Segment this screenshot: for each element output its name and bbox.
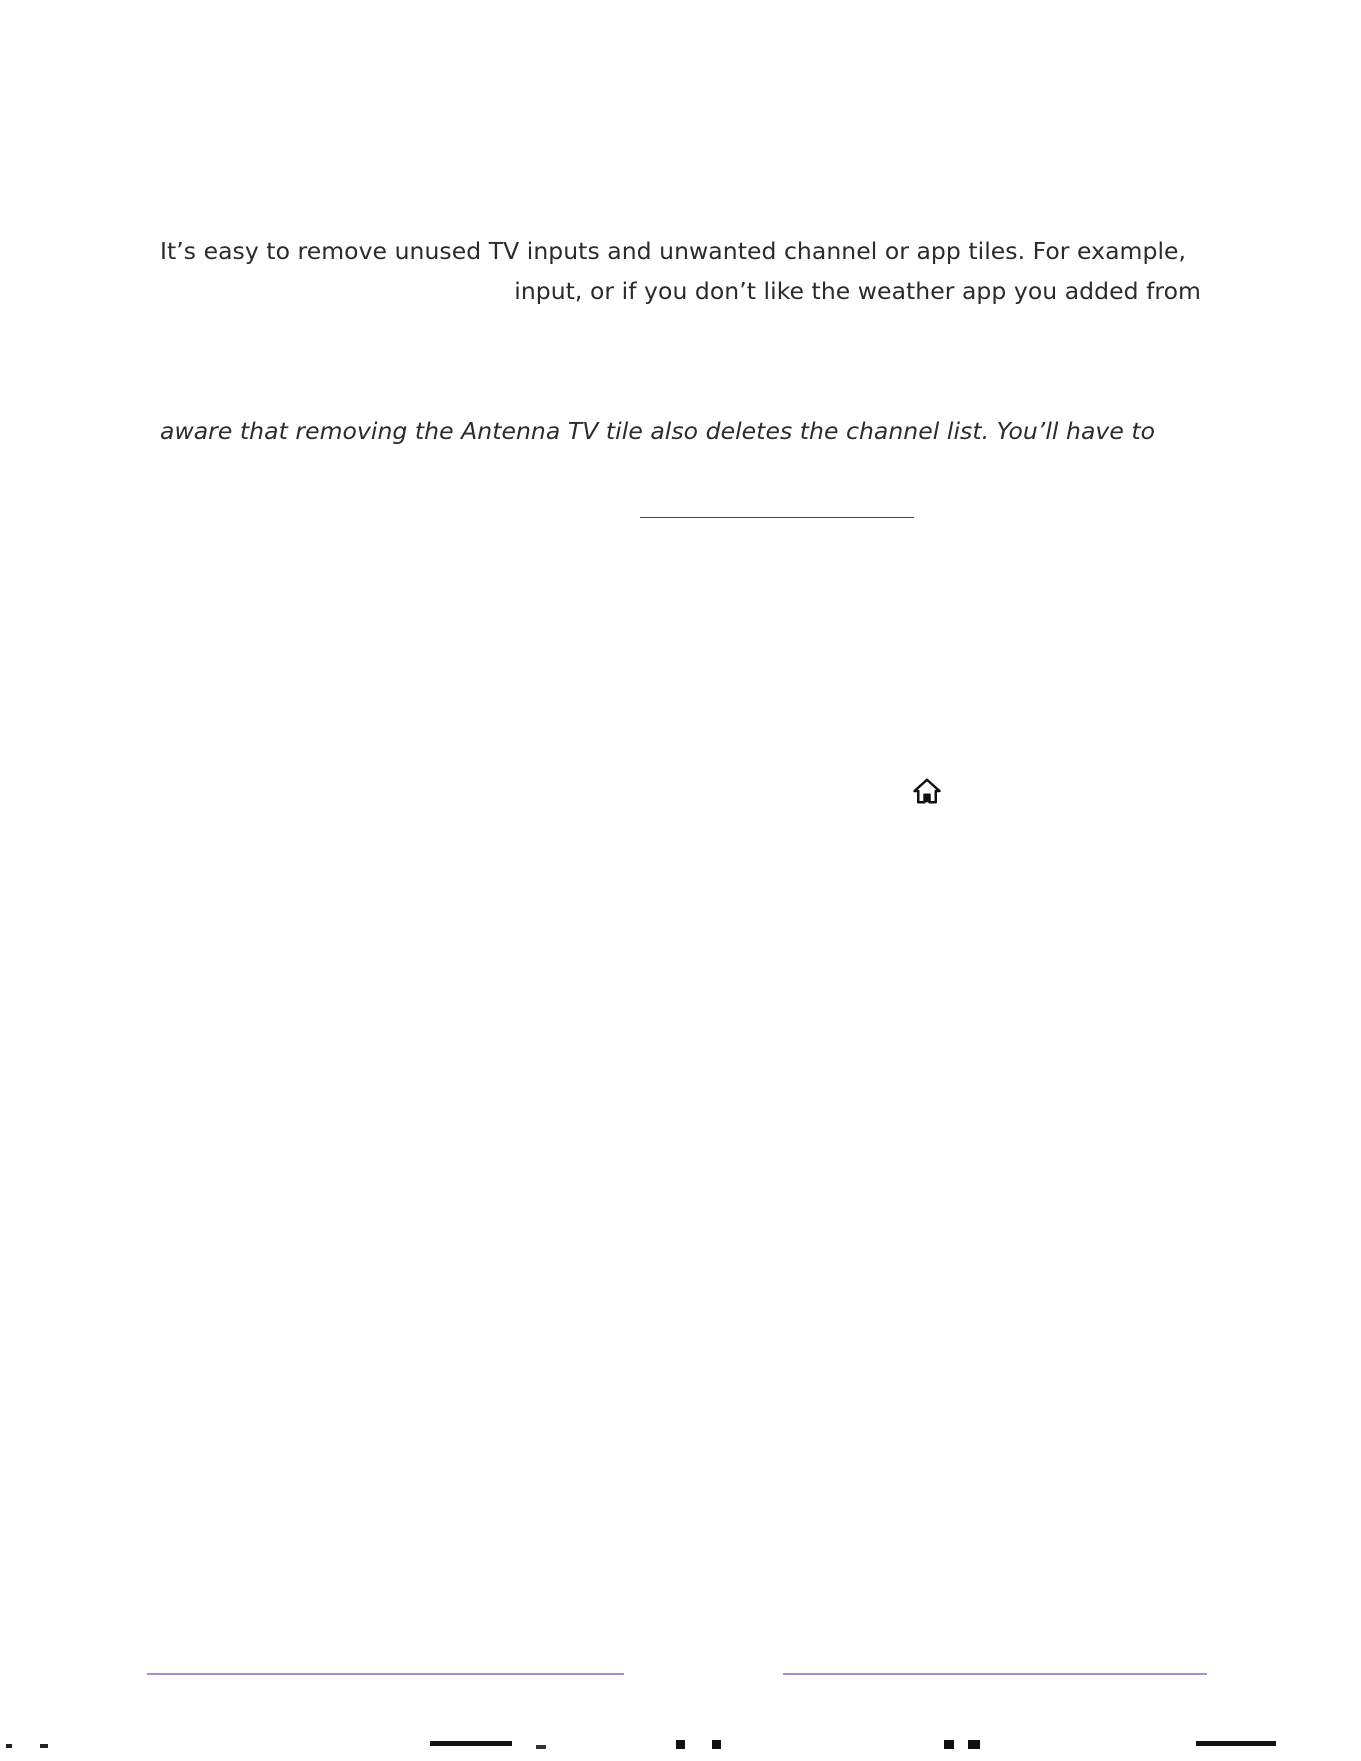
body-text-line: It’s easy to remove unused TV inputs and unwanted channel or app tiles. For example, <box>160 237 1187 265</box>
note-text-line: aware that removing the Antenna TV tile also deletes the channel list. You’ll have to <box>160 417 1156 445</box>
hyperlink-underline[interactable] <box>640 517 914 518</box>
body-text-line: input, or if you don’t like the weather app you added from <box>514 277 1201 305</box>
footer-text-fragment <box>0 1738 1361 1761</box>
footer-divider-left <box>147 1673 624 1675</box>
footer-divider-right <box>783 1673 1207 1675</box>
home-icon <box>912 776 942 806</box>
